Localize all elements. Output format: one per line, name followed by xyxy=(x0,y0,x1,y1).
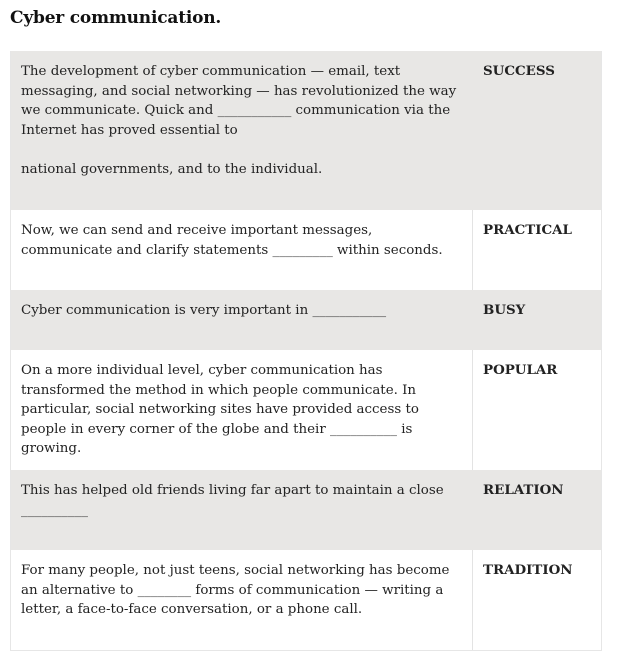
sentence-text: communication via the Internet has proved essential to xyxy=(21,103,451,138)
table-row xyxy=(11,350,601,470)
answer-blank[interactable]: __________ xyxy=(330,421,397,437)
answer-blank[interactable]: _________ xyxy=(272,242,333,258)
sentence-cell xyxy=(11,350,472,470)
answer-blank[interactable]: ___________ xyxy=(312,303,387,318)
table-row xyxy=(11,210,601,290)
sentence-cell xyxy=(11,550,472,650)
prompt-word: TRADITION xyxy=(472,550,601,650)
prompt-word: BUSY xyxy=(472,290,601,350)
sentence-cell xyxy=(11,470,472,550)
sentence-text: The development of cyber communication — email, text messaging, and social networking — has revolutionized the way we communicate. Quick and xyxy=(21,64,457,119)
sentence-text: On a more individual level, cyber communication has transformed the method in which people communicate. In particular, social networking sites have provided access to people in every corner of the globe and their xyxy=(21,363,419,437)
sentence-text: national governments, and to the individual. xyxy=(21,162,323,178)
answer-blank[interactable]: ________ xyxy=(137,582,192,598)
sentence-cell xyxy=(11,51,472,210)
sentence-cell xyxy=(11,210,472,290)
prompt-word: PRACTICAL xyxy=(472,210,601,290)
table-row xyxy=(11,51,601,210)
table-row xyxy=(11,470,601,550)
sentence-text: This has helped old friends living far apart to maintain a close xyxy=(21,483,444,498)
sentence-text: For many people, not just teens, social networking has become an alternative to xyxy=(21,563,450,598)
sentence-text: forms of communication — writing a letter, a face-to-face conversation, or a phone call. xyxy=(21,582,444,618)
prompt-word: RELATION xyxy=(472,470,601,550)
prompt-word: SUCCESS xyxy=(472,51,601,210)
table-row xyxy=(11,550,601,650)
table-row xyxy=(11,290,601,350)
sentence-paragraph xyxy=(21,160,460,180)
sentence-paragraph xyxy=(21,62,460,140)
sentence-text: is growing. xyxy=(21,421,413,457)
answer-blank[interactable]: ___________ xyxy=(217,103,292,119)
sentence-text: within seconds. xyxy=(332,242,443,258)
page-title: Cyber communication. xyxy=(10,8,222,28)
sentence-text: Now, we can send and receive important messages, communicate and clarify statements xyxy=(21,223,373,258)
sentence-cell xyxy=(11,290,472,350)
prompt-word: POPULAR xyxy=(472,350,601,470)
sentence-text: Cyber communication is very important in xyxy=(21,303,313,318)
exercise-table xyxy=(10,51,602,651)
answer-blank[interactable]: __________ xyxy=(21,502,88,518)
